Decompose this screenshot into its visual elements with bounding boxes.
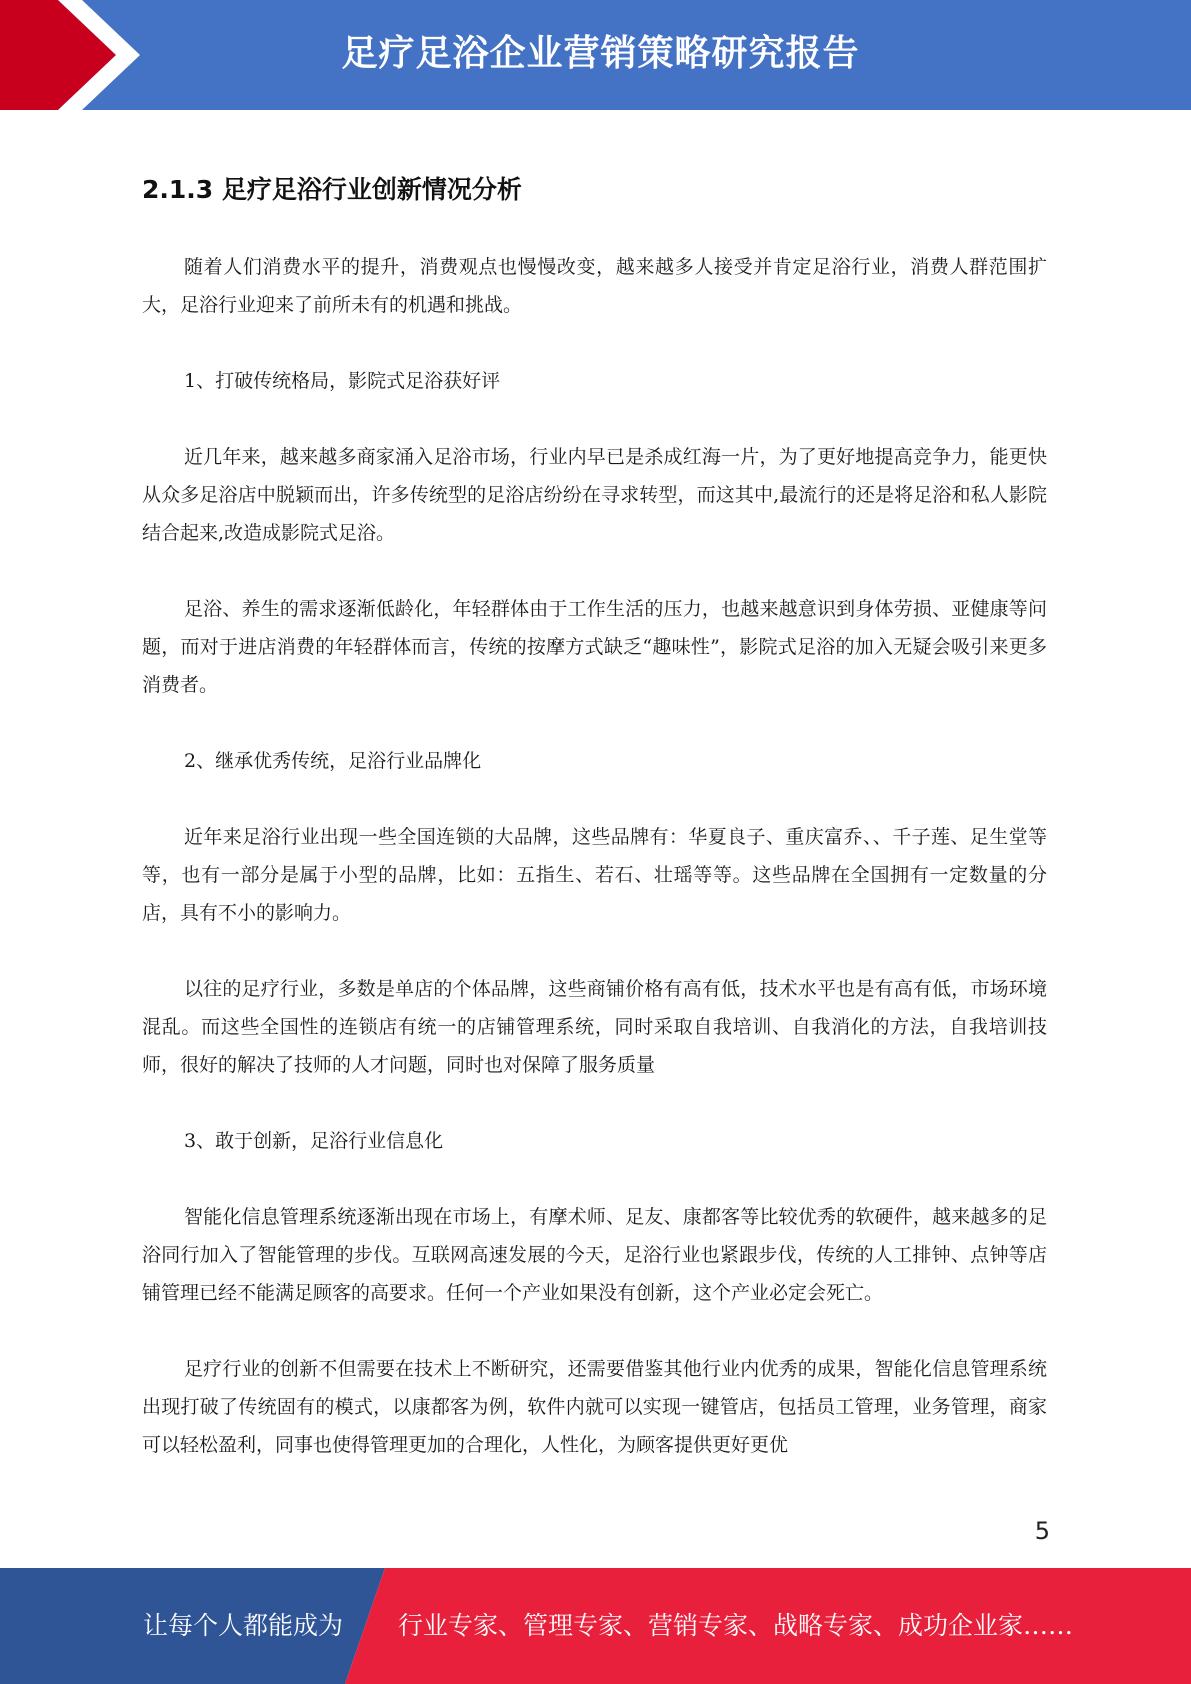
footer-slogan-left: 让每个人都能成为: [143, 1611, 344, 1640]
paragraph: 近年来足浴行业出现一些全国连锁的大品牌，这些品牌有：华夏良子、重庆富乔、、千子莲、足生堂等等，也有一部分是属于小型的品牌，比如：五指生、若石、壮瑶等等。这些品牌在全国拥有一定数量的分店，具有不小的影响力。: [142, 826, 1047, 924]
footer-slogan-right: 行业专家、管理专家、营销专家、战略专家、成功企业家……: [398, 1611, 1074, 1640]
page-number: 5: [1034, 1517, 1050, 1545]
paragraph: 足疗行业的创新不但需要在技术上不断研究，还需要借鉴其他行业内优秀的成果，智能化信息管理系统出现打破了传统固有的模式，以康都客为例，软件内就可以实现一键管店，包括员工管理，业务管理，商家可以轻松盈利，同事也使得管理更加的合理化，人性化，为顾客提供更好更优: [142, 1358, 1047, 1456]
paragraph: 近几年来，越来越多商家涌入足浴市场，行业内早已是杀成红海一片，为了更好地提高竞争力，能更快从众多足浴店中脱颖而出，许多传统型的足浴店纷纷在寻求转型，而这其中,最流行的还是将足浴和私人影院结合起来,改造成影院式足浴。: [142, 446, 1047, 544]
document-body: [142, 248, 1047, 1502]
document-title: 足疗足浴企业营销策略研究报告: [341, 33, 860, 74]
section-heading: 2.1.3 足疗足浴行业创新情况分析: [142, 175, 522, 204]
subheading: 3、敢于创新，足浴行业信息化: [184, 1130, 444, 1152]
paragraph: 足浴、养生的需求逐渐低龄化，年轻群体由于工作生活的压力，也越来越意识到身体劳损、亚健康等问题，而对于进店消费的年轻群体而言，传统的按摩方式缺乏“趣味性”，影院式足浴的加入无疑会吸引来更多消费者。: [142, 598, 1047, 696]
paragraph: 智能化信息管理系统逐渐出现在市场上，有摩术师、足友、康都客等比较优秀的软硬件，越来越多的足浴同行加入了智能管理的步伐。互联网高速发展的今天，足浴行业也紧跟步伐，传统的人工排钟、点钟等店铺管理已经不能满足顾客的高要求。任何一个产业如果没有创新，这个产业必定会死亡。: [142, 1206, 1047, 1304]
subheading: 2、继承优秀传统，足浴行业品牌化: [184, 750, 482, 772]
subheading: 1、打破传统格局，影院式足浴获好评: [184, 370, 501, 392]
paragraph: 以往的足疗行业，多数是单店的个体品牌，这些商铺价格有高有低，技术水平也是有高有低，市场环境混乱。而这些全国性的连锁店有统一的店铺管理系统，同时采取自我培训、自我消化的方法，自我培训技师，很好的解决了技师的人才问题，同时也对保障了服务质量: [142, 978, 1047, 1076]
paragraph: 随着人们消费水平的提升，消费观点也慢慢改变，越来越多人接受并肯定足浴行业，消费人群范围扩大，足浴行业迎来了前所未有的机遇和挑战。: [142, 256, 1047, 316]
page-header: [0, 0, 1191, 110]
